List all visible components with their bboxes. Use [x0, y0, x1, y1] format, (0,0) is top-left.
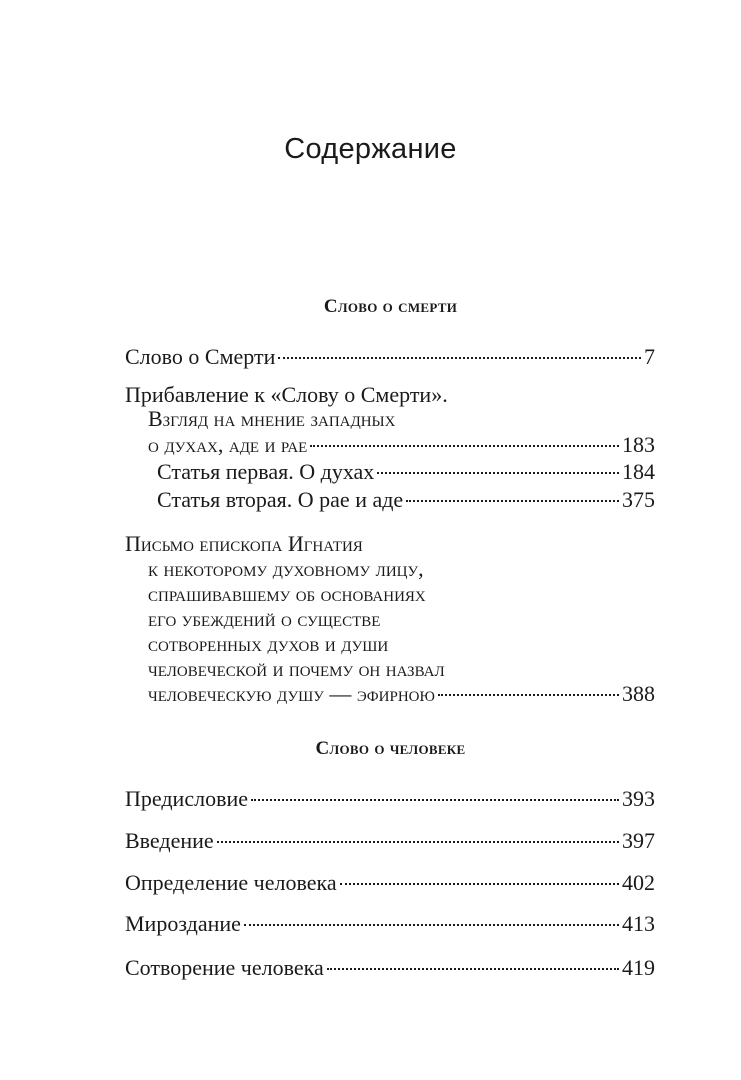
toc-entry-line: спрашивавшему об основаниях	[148, 581, 426, 606]
toc-entry-title: Сотворение человека	[125, 955, 324, 980]
toc-page-number: 393	[622, 786, 655, 811]
dot-leader	[251, 799, 619, 801]
toc-entry[interactable]	[125, 909, 655, 939]
dot-leader	[327, 968, 619, 970]
toc-leader-row	[125, 868, 655, 898]
toc-page-number: 388	[622, 681, 655, 706]
toc-leader-row	[125, 430, 655, 460]
toc-entry-line: к некоторому духовному лицу,	[148, 556, 424, 581]
dot-leader	[340, 883, 619, 885]
toc-page-number: 7	[644, 344, 655, 369]
dot-leader	[406, 500, 619, 502]
toc-entry-line: Прибавление к «Слову о Смерти».	[125, 382, 448, 407]
toc-page-number: 183	[622, 432, 655, 457]
toc-page-number: 184	[622, 459, 655, 484]
dot-leader	[244, 924, 619, 926]
toc-leader-row	[125, 909, 655, 939]
toc-leader-row	[125, 784, 655, 814]
section-heading-man: Слово о человеке	[315, 738, 466, 759]
toc-entry-line: его убеждений о существе	[148, 606, 381, 631]
toc-leader-row	[125, 826, 655, 856]
toc-entry[interactable]	[125, 342, 655, 372]
toc-page-number: 419	[622, 955, 655, 980]
section-heading-death: Слово о смерти	[323, 296, 458, 317]
toc-entry-line: человеческой и почему он назвал	[148, 656, 445, 681]
toc-entry-title: человеческую душу — эфирною	[148, 681, 435, 706]
dot-leader	[278, 357, 641, 359]
dot-leader	[438, 694, 619, 696]
toc-leader-row	[125, 342, 655, 372]
toc-entry-line: Взгляд на мнение западных	[148, 406, 396, 431]
toc-page-number: 413	[622, 911, 655, 936]
toc-leader-row	[125, 457, 655, 487]
toc-leader-row	[125, 485, 655, 515]
dot-leader	[377, 472, 619, 474]
toc-entry-line: Письмо епископа Игнатия	[125, 531, 363, 556]
toc-leader-row	[125, 679, 655, 709]
toc-entry-title: Слово о Смерти	[125, 344, 276, 369]
dot-leader	[217, 841, 619, 843]
toc-page-number: 402	[622, 870, 655, 895]
toc-entry-line: сотворенных духов и души	[148, 631, 389, 656]
toc-entry[interactable]	[125, 826, 655, 856]
toc-entry-title: о духах, аде и рае	[148, 432, 308, 457]
toc-page-number: 397	[622, 828, 655, 853]
toc-entry[interactable]	[125, 529, 655, 709]
toc-entry-title: Введение	[125, 828, 214, 853]
toc-page-number: 375	[622, 487, 655, 512]
toc-entry[interactable]	[125, 953, 655, 983]
toc-entry-title: Статья вторая. О рае и аде	[157, 487, 404, 512]
toc-entry-title: Мироздание	[125, 911, 241, 936]
toc-entry[interactable]	[125, 380, 655, 460]
toc-entry-title: Предисловие	[125, 786, 248, 811]
toc-entry[interactable]	[125, 784, 655, 814]
toc-entry[interactable]	[125, 457, 655, 487]
page-title: Содержание	[284, 133, 457, 165]
toc-entry[interactable]	[125, 485, 655, 515]
toc-entry[interactable]	[125, 868, 655, 898]
dot-leader	[310, 445, 619, 447]
toc-entry-title: Определение человека	[125, 870, 337, 895]
toc-leader-row	[125, 953, 655, 983]
toc-entry-title: Статья первая. О духах	[157, 459, 375, 484]
